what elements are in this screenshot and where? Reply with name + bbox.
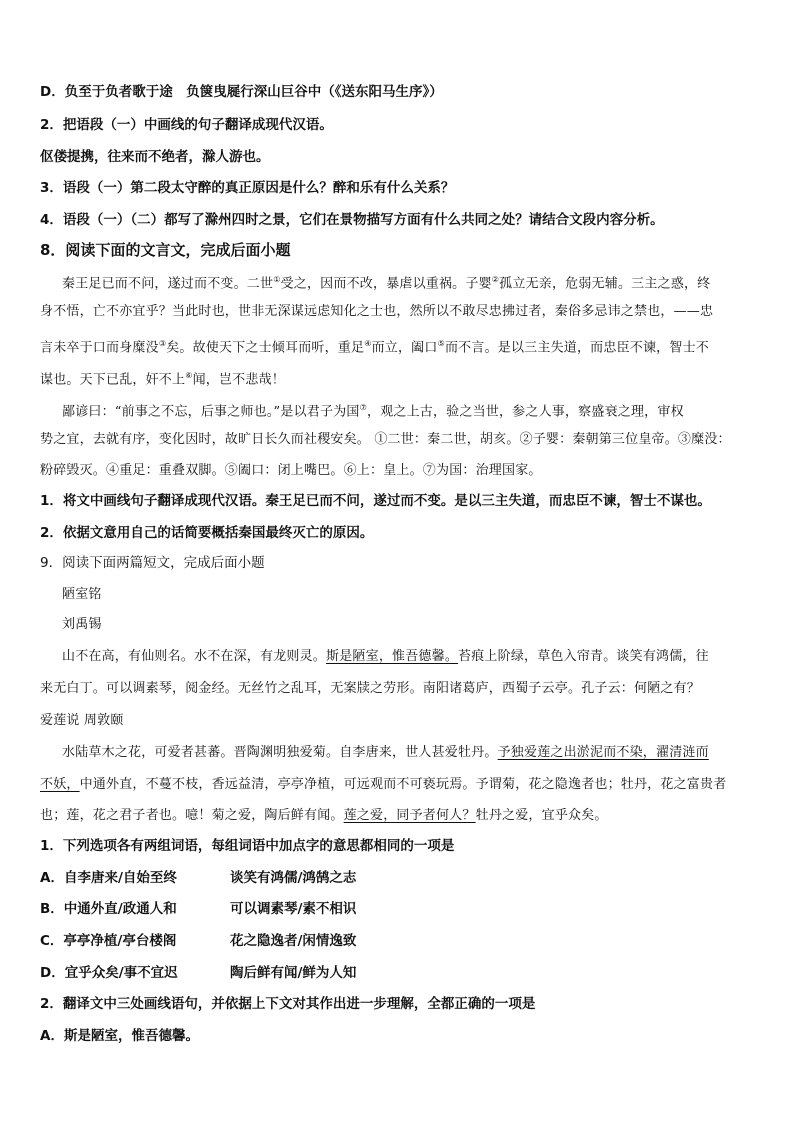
question-8-1: 1．将文中画线句子翻译成现代汉语。秦王足已而不问，遂过而不变。是以三主失道，而忠臣不谏，智士不谋也。 <box>40 493 711 509</box>
quote-line: 伛偻提携，往来而不绝者，滁人游也。 <box>40 149 270 165</box>
option-a: A．自李唐来/自始至终 谈笑有鸿儒/鸿鹄之志 <box>40 870 357 886</box>
section-9-heading: 9．阅读下面两篇短文，完成后面小题 <box>40 555 265 571</box>
passage-9b-line-2: 不妖，中通外直，不蔓不枝，香远益清，亭亭净植，可远观而不可亵玩焉。予谓菊，花之隐逸者也；牡丹，花之富贵者 <box>40 777 727 792</box>
passage-9a-line-2: 来无白丁。可以调素琴，阅金经。无丝竹之乱耳，无案牍之劳形。南阳诸葛庐，西蜀子云亭。孔子云：何陋之有？ <box>40 681 701 696</box>
option-b: B．中通外直/政通人和 可以调素琴/素不相识 <box>40 901 357 917</box>
question-3: 3．语段（一）第二段太守醉的真正原因是什么？醉和乐有什么关系？ <box>40 180 455 196</box>
question-8-2: 2．依据文意用自己的话简要概括秦国最终灭亡的原因。 <box>40 525 374 541</box>
passage-8-line-2: 身不悟，亡不亦宜乎？当此时也，世非无深谋远虑知化之士也，然所以不敢尽忠拂过者，秦俗多忌讳之禁也，——忠 <box>40 304 714 319</box>
question-9-1: 1．下列选项各有两组词语，每组词语中加点字的意思都相同的一项是 <box>40 838 455 854</box>
passage-9b-line-3: 也；莲，花之君子者也。噫！菊之爱，陶后鲜有闻。莲之爱，同予者何人？牡丹之爱，宜乎众矣。 <box>40 808 608 823</box>
passage-8-line-4: 谋也。天下已乱，奸不上⑥闻，岂不悲哉！ <box>40 371 285 388</box>
passage-8-line-7: 粉碎毁灭。④重足：重叠双脚。⑤阖口：闭上嘴巴。⑥上：皇上。⑦为国：治理国家。 <box>40 463 542 478</box>
passage-8-line-3: 言未卒于口而身糜没③矣。故使天下之士倾耳而听，重足④而立，阖口⑤而不言。是以三主失道，而忠臣不谏，智士不 <box>40 339 709 356</box>
passage-8-line-5: 鄙谚曰：“前事之不忘，后事之师也。”是以君子为国⑦，观之上古，验之当世，参之人事，察盛衰之理，审权 <box>62 403 684 420</box>
option-c: C．亭亭净植/亭台楼阁 花之隐逸者/闲情逸致 <box>40 933 357 949</box>
passage-8-line-6: 势之宜，去就有序，变化因时，故旷日长久而社稷安矣。 ①二世：秦二世，胡亥。②子婴：秦朝第三位皇帝。③糜没： <box>40 432 731 447</box>
question-9-2: 2．翻译文中三处画线语句，并依据上下文对其作出进一步理解，全都正确的一项是 <box>40 996 536 1012</box>
passage-9b-line-1: 水陆草木之花，可爱者甚蕃。晋陶渊明独爱菊。自李唐来，世人甚爱牡丹。予独爱莲之出淤泥而不染，濯清涟而 <box>62 745 709 760</box>
author-liu-yuxi: 刘禹锡 <box>62 617 102 632</box>
option-d: D．宜乎众矣/事不宜迟 陶后鲜有闻/鲜为人知 <box>40 965 357 981</box>
question-4: 4．语段（一）（二）都写了滁州四时之景，它们在景物描写方面有什么共同之处？请结合文段内容分析。 <box>40 212 664 228</box>
option-d-line: D．负至于负者歌于途 负箧曳屣行深山巨谷中（《送东阳马生序》） <box>40 84 443 100</box>
title-lou-shi-ming: 陋室铭 <box>62 587 102 602</box>
section-8-heading: 8．阅读下面的文言文，完成后面小题 <box>40 241 291 259</box>
question-2: 2．把语段（一）中画线的句子翻译成现代汉语。 <box>40 117 333 133</box>
question-9-2-option-a: A．斯是陋室，惟吾德馨。 <box>40 1028 199 1044</box>
title-ai-lian-shuo: 爱莲说 周敦颐 <box>40 713 124 728</box>
passage-8-line-1: 秦王足已而不问，遂过而不变。二世①受之，因而不改，暴虐以重祸。子婴②孤立无亲，危弱无辅。三主之惑，终 <box>62 275 711 292</box>
passage-9a-line-1: 山不在高，有仙则名。水不在深，有龙则灵。斯是陋室，惟吾德馨。苔痕上阶绿，草色入帘青。谈笑有鸿儒，往 <box>62 649 709 664</box>
